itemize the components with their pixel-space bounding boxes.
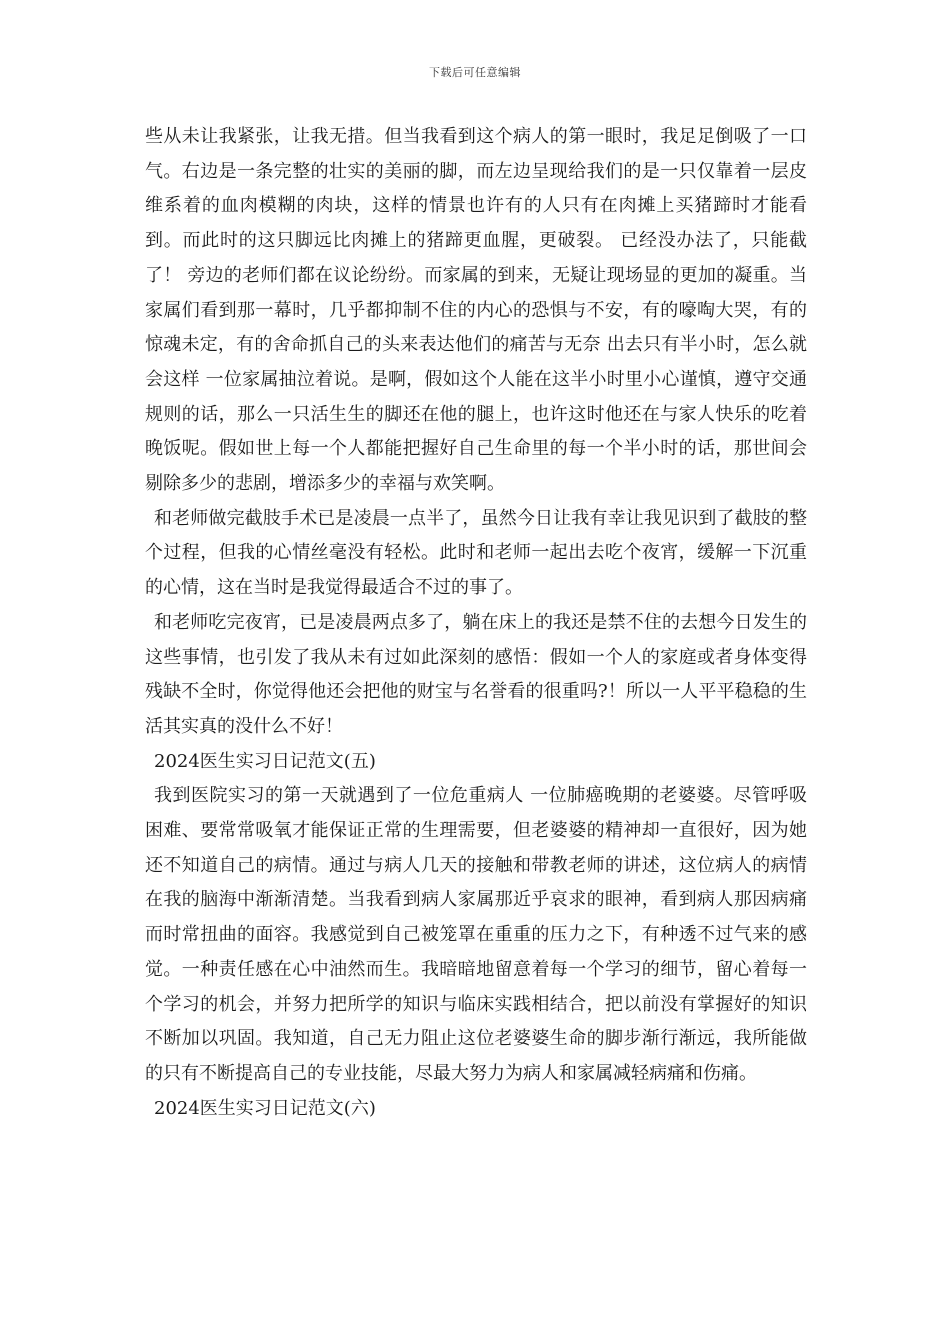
- section-heading-6: 2024医生实习日记范文(六): [154, 1097, 376, 1119]
- body-paragraph-3: 和老师吃完夜宵，已是凌晨两点多了，躺在床上的我还是禁不住的去想今日发生的这些事情，也引发了我从未有过如此深刻的感悟：假如一个人的家庭或者身体变得残缺不全时，你觉得他还会把他的财宝与名誉看的很重吗?！所以一人平平稳稳的生活其实真的没什么不好！: [145, 611, 807, 737]
- document-body: [145, 120, 807, 1126]
- body-paragraph-4: 我到医院实习的第一天就遇到了一位危重病人 一位肺癌晚期的老婆婆。尽管呼吸困难、要常常吸氧才能保证正常的生理需要，但老婆婆的精神却一直很好，因为她还不知道自己的病情。通过与病人几天的接触和带教老师的讲述，这位病人的病情在我的脑海中渐渐清楚。当我看到病人家属那近乎哀求的眼神，看到病人那因病痛而时常扭曲的面容。我感觉到自己被笼罩在重重的压力之下，有种透不过气来的感觉。一种责任感在心中油然而生。我暗暗地留意着每一个学习的细节，留心着每一个学习的机会，并努力把所学的知识与临床实践相结合，把以前没有掌握好的知识不断加以巩固。我知道，自己无力阻止这位老婆婆生命的脚步渐行渐远，我所能做的只有不断提高自己的专业技能，尽最大努力为病人和家属减轻病痛和伤痛。: [145, 785, 807, 1084]
- body-paragraph-2: 和老师做完截肢手术已是凌晨一点半了，虽然今日让我有幸让我见识到了截肢的整个过程，但我的心情丝毫没有轻松。此时和老师一起出去吃个夜宵，缓解一下沉重的心情，这在当时是我觉得最适合不过的事了。: [145, 507, 807, 599]
- body-paragraph-1: 些从未让我紧张，让我无措。但当我看到这个病人的第一眼时，我足足倒吸了一口气。右边是一条完整的壮实的美丽的脚，而左边呈现给我们的是一只仅靠着一层皮维系着的血肉模糊的肉块，这样的情景也许有的人只有在肉摊上买猪蹄时才能看到。而此时的这只脚远比肉摊上的猪蹄更血腥，更破裂。 已经没办法了，只能截了！ 旁边的老师们都在议论纷纷。而家属的到来，无疑让现场显的更加的凝重。当家属们看到那一幕时，几乎都抑制不住的内心的恐惧与不安，有的嚎啕大哭，有的惊魂未定，有的舍命抓自己的头来表达他们的痛苦与无奈 出去只有半小时，怎么就会这样 一位家属抽泣着说。是啊，假如这个人能在这半小时里小心谨慎，遵守交通规则的话，那么一只活生生的脚还在他的腿上，也许这时他还在与家人快乐的吃着晚饭呢。假如世上每一个人都能把握好自己生命里的每一个半小时的话，那世间会剔除多少的悲剧，增添多少的幸福与欢笑啊。: [145, 126, 807, 495]
- page-header-note: 下载后可任意编辑: [429, 66, 521, 79]
- section-heading-5: 2024医生实习日记范文(五): [154, 750, 376, 772]
